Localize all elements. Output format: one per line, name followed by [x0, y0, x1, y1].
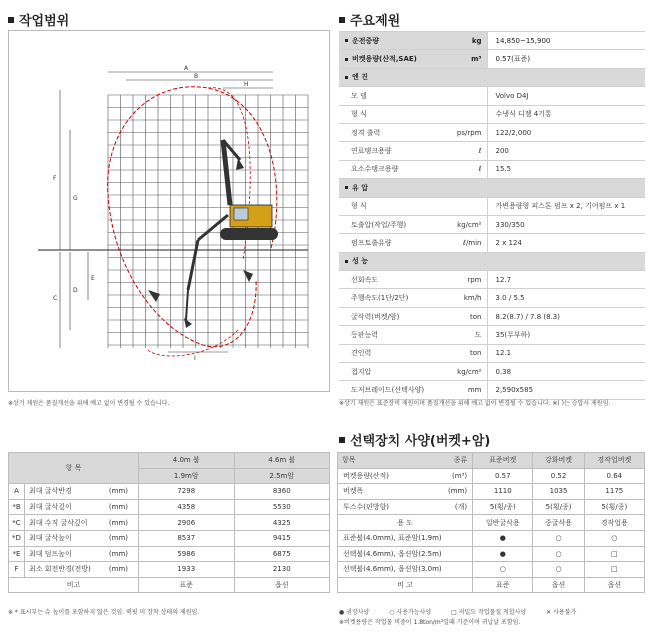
table-row — [338, 484, 645, 500]
specs-row — [339, 142, 645, 160]
specs-label: 모 델 — [339, 87, 439, 105]
specs-value: 수냉식 디젤 4기통 — [487, 105, 645, 123]
specs-label: 견인력 — [339, 344, 439, 362]
optional-usage-1: 일반굴삭용 — [473, 515, 533, 531]
range-value-1: 1933 — [139, 562, 235, 578]
optional-value: 1175 — [584, 484, 644, 500]
optional-boom-value: ○ — [533, 530, 584, 546]
specs-label: 선회속도 — [339, 271, 439, 289]
specs-label — [339, 50, 439, 68]
range-unit: (mm) — [99, 530, 139, 546]
specs-label: 정격 출력 — [339, 123, 439, 141]
specs-row — [339, 271, 645, 289]
specs-row — [339, 87, 645, 105]
specs-unit: 도 — [439, 326, 487, 344]
optional-boom-value: □ — [584, 562, 644, 578]
specs-group-title-text: 엔 진 — [352, 73, 368, 82]
optional-boom-value: ○ — [473, 562, 533, 578]
specs-unit: rpm — [439, 271, 487, 289]
optional-usage-2: 중굴삭용 — [533, 515, 584, 531]
dot-bullet-icon — [345, 186, 348, 189]
dim-label-h: H — [244, 81, 249, 88]
optional-name: 버켓용량(산적) — [338, 468, 437, 484]
optional-boom-name: 선택붐(4.6mm), 옵션암(3.0m) — [338, 562, 473, 578]
specs-value: 330/350 — [487, 215, 645, 233]
optional-value: 5(횡/종) — [533, 499, 584, 515]
optional-col-2: 강화버켓 — [533, 453, 584, 469]
dot-bullet-icon — [345, 260, 348, 263]
range-name: 최소 회전반경(전방) — [25, 562, 99, 578]
specs-unit: kg — [439, 32, 487, 50]
dim-label-i: I — [194, 355, 196, 362]
optional-value: 0.52 — [533, 468, 584, 484]
optional-value: 5(횡/종) — [584, 499, 644, 515]
optional-corner — [338, 453, 473, 469]
specs-label: 주행속도(1단/2단) — [339, 289, 439, 307]
range-value-2: 8360 — [234, 484, 330, 500]
range-remark-2: 옵션 — [234, 577, 330, 593]
optional-value: 0.57 — [473, 468, 533, 484]
specs-row — [339, 307, 645, 325]
optional-remark-3: 옵션 — [584, 577, 644, 593]
range-header-sub1: 1.9m암 — [139, 468, 235, 484]
specs-value: 12.7 — [487, 271, 645, 289]
specs-value: 가변용량형 피스톤 펌프 x 2, 기어펌프 x 1 — [487, 197, 645, 215]
specs-unit: ton — [439, 344, 487, 362]
specs-label-text: 운전중량 — [352, 36, 380, 45]
specs-value: 35(무부하) — [487, 326, 645, 344]
optional-col-1: 표준버켓 — [473, 453, 533, 469]
table-row — [9, 530, 330, 546]
table-row — [9, 484, 330, 500]
range-value-2: 4325 — [234, 515, 330, 531]
specs-label: 굴삭력(버켓/암) — [339, 307, 439, 325]
dot-bullet-icon — [345, 76, 348, 79]
optional-title: 선택장치 사양(버켓+암) — [339, 430, 490, 449]
specs-label: 도저브레이드(선택사양) — [339, 381, 439, 399]
specs-value: 8.2(8.7) / 7.8 (8.3) — [487, 307, 645, 325]
specs-table — [339, 31, 645, 400]
specs-value: 2,590x585 — [487, 381, 645, 399]
working-range-note: ※상기 제원은 품질개선을 위해 예고 없이 변경될 수 있습니다. — [8, 400, 170, 407]
optional-boom-name: 표준붐(4.0mm), 표준암(1.9m) — [338, 530, 473, 546]
optional-value: 1035 — [533, 484, 584, 500]
optional-usage-3: 경작업용 — [584, 515, 644, 531]
specs-label: 요소수탱크용량 — [339, 160, 439, 178]
specs-value: 0.57(표준) — [487, 50, 645, 68]
table-row — [338, 499, 645, 515]
specs-value: 122/2,000 — [487, 123, 645, 141]
specs-group-title-text: 유 압 — [352, 183, 368, 192]
table-row — [9, 546, 330, 562]
dim-label-c: C — [53, 295, 58, 302]
range-value-1: 4358 — [139, 499, 235, 515]
dim-label-d: D — [73, 287, 78, 294]
specs-unit: ps/rpm — [439, 123, 487, 141]
specs-value: 3.0 / 5.5 — [487, 289, 645, 307]
range-value-1: 2906 — [139, 515, 235, 531]
dot-bullet-icon — [345, 39, 348, 42]
table-row — [9, 562, 330, 578]
optional-corner-item: 항목 — [342, 456, 356, 465]
range-name: 최대 굴삭반경 — [25, 484, 99, 500]
specs-group-title — [339, 179, 645, 197]
range-value-2: 6875 — [234, 546, 330, 562]
range-remark-1: 표준 — [139, 577, 235, 593]
specs-row — [339, 215, 645, 233]
optional-name: 투스수(핀방향) — [338, 499, 437, 515]
optional-remark-2: 옵션 — [533, 577, 584, 593]
legend-low-density: □ 저밀도 작업물질 적합사양 — [451, 609, 527, 616]
working-range-diagram — [8, 30, 330, 392]
optional-unit: (개) — [437, 499, 473, 515]
specs-value: 12.1 — [487, 344, 645, 362]
optional-legend-note: ※버켓용량은 작업물 비중이 1.8ton/m³일때 기준이며 귀납날 포함임. — [339, 619, 521, 626]
specs-unit: ℓ/min — [439, 234, 487, 252]
specs-value: 15.5 — [487, 160, 645, 178]
specs-row — [339, 289, 645, 307]
range-unit: (mm) — [99, 562, 139, 578]
specs-unit: ℓ — [439, 160, 487, 178]
optional-unit: (m³) — [437, 468, 473, 484]
range-value-2: 2130 — [234, 562, 330, 578]
optional-boom-value: ● — [473, 530, 533, 546]
optional-value: 1110 — [473, 484, 533, 500]
range-name: 최대 굴삭높이 — [25, 530, 99, 546]
optional-remark-label: 비 고 — [338, 577, 473, 593]
specs-label: 형 식 — [339, 105, 439, 123]
table-row — [9, 515, 330, 531]
specs-value: 2 x 124 — [487, 234, 645, 252]
specs-value: 14,850~15,900 — [487, 32, 645, 50]
specs-note: ※상기 제원은 표준장비 제원이며 품질개선을 위해 예고 없이 변경될 수 있습니다. ※( )는 승압시 제원임. — [339, 400, 611, 407]
specs-unit — [439, 87, 487, 105]
optional-remark-1: 표준 — [473, 577, 533, 593]
specs-group-header — [339, 179, 645, 197]
range-key: *E — [9, 546, 25, 562]
specs-row — [339, 344, 645, 362]
optional-boom-value: ○ — [533, 562, 584, 578]
square-bullet-icon — [339, 17, 345, 23]
range-name: 최대 수직 굴삭깊이 — [25, 515, 99, 531]
table-row — [338, 468, 645, 484]
range-header-item: 항 목 — [9, 453, 139, 484]
specs-label — [339, 32, 439, 50]
range-key: *B — [9, 499, 25, 515]
range-unit: (mm) — [99, 546, 139, 562]
range-header-sub2: 2.5m암 — [234, 468, 330, 484]
specs-row — [339, 381, 645, 399]
legend-recommended: ● 권장사양 — [339, 609, 370, 616]
square-bullet-icon — [339, 437, 345, 443]
optional-boom-name: 선택붐(4.6mm), 옵션암(2.5m) — [338, 546, 473, 562]
table-row — [338, 546, 645, 562]
dim-label-f: F — [53, 175, 57, 182]
specs-unit: mm — [439, 381, 487, 399]
specs-group-title — [339, 252, 645, 270]
specs-unit — [439, 105, 487, 123]
specs-group-title-text: 성 능 — [352, 257, 368, 266]
range-unit: (mm) — [99, 484, 139, 500]
specs-row — [339, 32, 645, 50]
specs-unit: kg/cm² — [439, 215, 487, 233]
specs-row — [339, 123, 645, 141]
range-value-2: 9415 — [234, 530, 330, 546]
specs-title: 주요제원 — [339, 10, 400, 29]
specs-label-text: 버켓용량(산적,SAE) — [352, 55, 417, 64]
specs-unit: ton — [439, 307, 487, 325]
specs-value: 200 — [487, 142, 645, 160]
range-table — [8, 452, 330, 593]
table-row — [9, 499, 330, 515]
dim-label-e: E — [91, 275, 95, 282]
range-value-1: 5986 — [139, 546, 235, 562]
optional-name: 버켓폭 — [338, 484, 437, 500]
optional-boom-value: ● — [473, 546, 533, 562]
optional-value: 0.64 — [584, 468, 644, 484]
specs-row — [339, 363, 645, 381]
working-range-title: 작업범위 — [8, 10, 69, 29]
specs-label: 형 식 — [339, 197, 439, 215]
table-row — [338, 530, 645, 546]
range-remark-label: 비고 — [9, 577, 139, 593]
optional-corner-type: 종류 — [453, 456, 468, 465]
specs-row — [339, 234, 645, 252]
optional-value: 5(횡/종) — [473, 499, 533, 515]
specs-value: Volvo D4J — [487, 87, 645, 105]
specs-unit: kg/cm² — [439, 363, 487, 381]
optional-boom-value: ○ — [533, 546, 584, 562]
range-key: *C — [9, 515, 25, 531]
range-key: A — [9, 484, 25, 500]
dim-label-a: A — [184, 65, 189, 72]
range-value-2: 5530 — [234, 499, 330, 515]
optional-usage-label: 용 도 — [338, 515, 473, 531]
specs-unit — [439, 197, 487, 215]
optional-legend — [339, 607, 594, 616]
specs-row — [339, 197, 645, 215]
optional-boom-value: □ — [584, 546, 644, 562]
specs-label: 토출압(작업/주행) — [339, 215, 439, 233]
specs-row — [339, 326, 645, 344]
legend-usable: ○ 사용가능사양 — [389, 609, 432, 616]
specs-label: 등판능력 — [339, 326, 439, 344]
specs-group-title — [339, 68, 645, 86]
optional-table — [337, 452, 645, 593]
specs-row — [339, 160, 645, 178]
range-header-col2: 4.6m 붐 — [234, 453, 330, 469]
range-unit: (mm) — [99, 499, 139, 515]
optional-boom-value: ○ — [584, 530, 644, 546]
range-name: 최대 덤프높이 — [25, 546, 99, 562]
specs-unit: m³ — [439, 50, 487, 68]
dim-label-b: B — [194, 73, 199, 80]
specs-unit: ℓ — [439, 142, 487, 160]
specs-row — [339, 50, 645, 68]
range-name: 최대 굴삭깊이 — [25, 499, 99, 515]
specs-row — [339, 105, 645, 123]
dot-bullet-icon — [345, 58, 348, 61]
specs-unit: km/h — [439, 289, 487, 307]
optional-unit: (mm) — [437, 484, 473, 500]
range-value-1: 7298 — [139, 484, 235, 500]
legend-unusable: ✕ 사용불가 — [546, 609, 577, 616]
table-row — [338, 562, 645, 578]
range-key: *D — [9, 530, 25, 546]
range-value-1: 8537 — [139, 530, 235, 546]
specs-value: 0.38 — [487, 363, 645, 381]
optional-col-3: 경작업버켓 — [584, 453, 644, 469]
specs-group-header — [339, 252, 645, 270]
specs-label: 연료탱크용량 — [339, 142, 439, 160]
dim-label-g: G — [73, 195, 78, 202]
square-bullet-icon — [8, 17, 14, 23]
specs-group-header — [339, 68, 645, 86]
specs-label: 펌프토출유량 — [339, 234, 439, 252]
range-header-col1: 4.0m 붐 — [139, 453, 235, 469]
specs-label: 접지압 — [339, 363, 439, 381]
range-unit: (mm) — [99, 515, 139, 531]
range-note: ※ * 표시부는 슈 높이를 포함하지 않은 것임. 퀵핏 미 장착 상태의 제원임. — [8, 609, 200, 616]
range-key: F — [9, 562, 25, 578]
